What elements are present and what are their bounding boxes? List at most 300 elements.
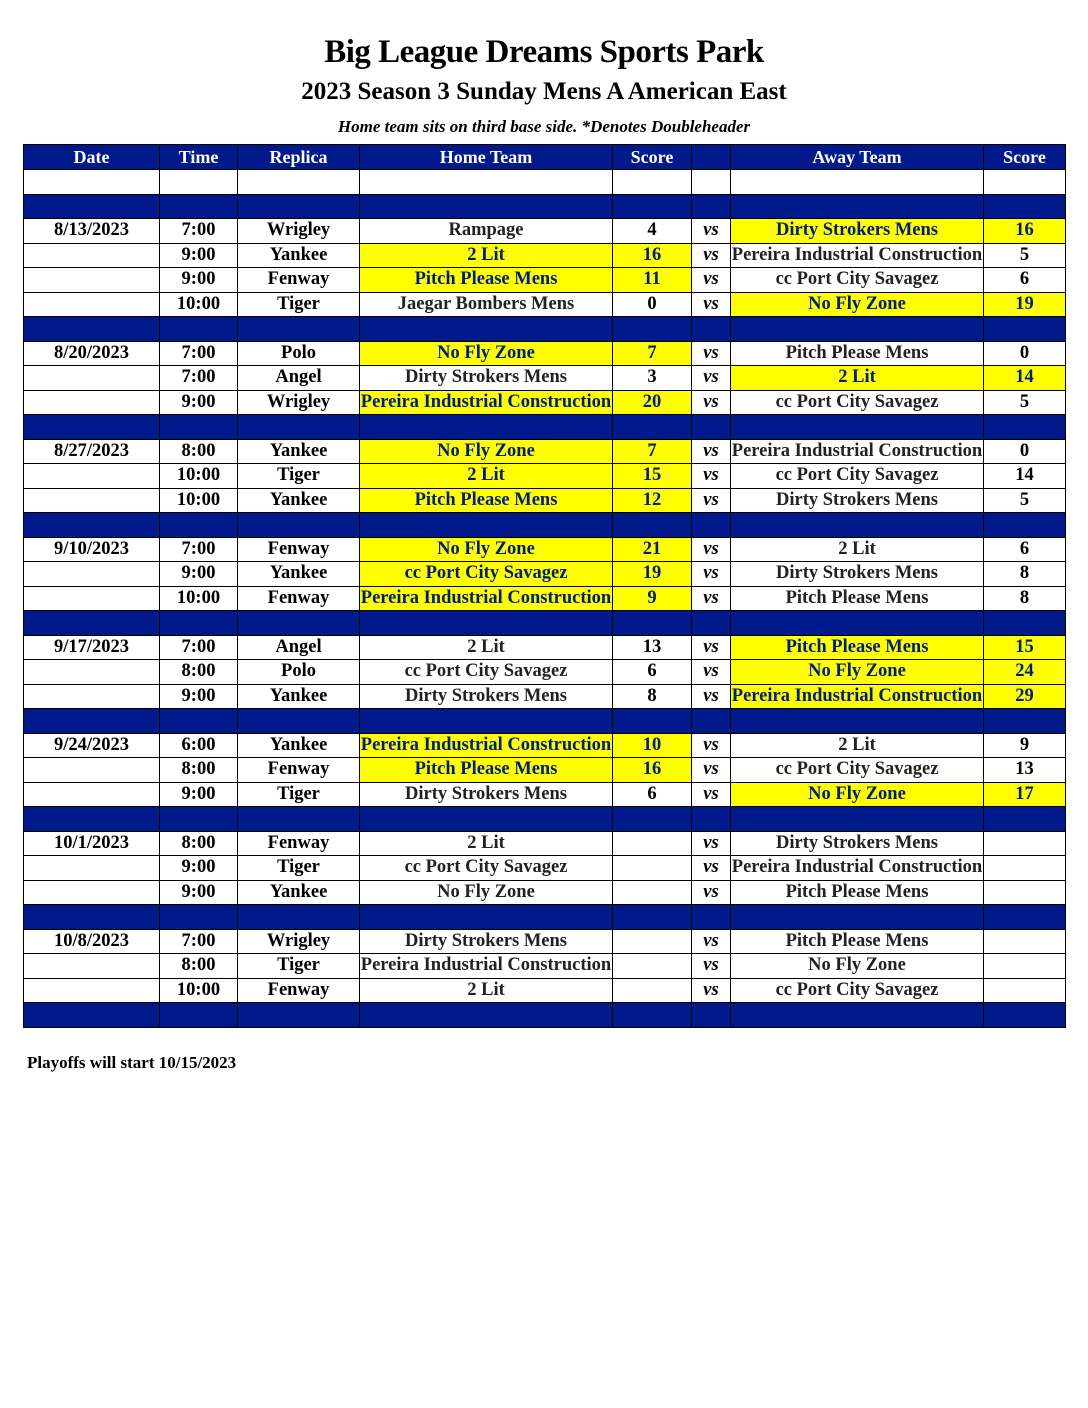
separator-row-cell — [360, 317, 613, 342]
away-team: Pitch Please Mens — [731, 880, 984, 905]
game-row — [24, 733, 1066, 758]
game-row — [24, 929, 1066, 954]
away-team: cc Port City Savagez — [731, 978, 984, 1003]
vs-label: vs — [692, 856, 731, 881]
game-date: 8/27/2023 — [24, 439, 160, 464]
separator-row-cell — [238, 709, 360, 734]
home-score: 7 — [613, 439, 692, 464]
game-time: 6:00 — [160, 733, 238, 758]
game-date — [24, 390, 160, 415]
game-field: Polo — [238, 660, 360, 685]
separator-row-cell — [360, 513, 613, 538]
separator-row-cell — [692, 611, 731, 636]
col-header-date: Date — [24, 145, 160, 170]
separator-row-cell — [731, 317, 984, 342]
separator-row-cell — [160, 709, 238, 734]
home-team: 2 Lit — [360, 831, 613, 856]
home-score: 6 — [613, 660, 692, 685]
col-header-vs — [692, 145, 731, 170]
col-header-replica: Replica — [238, 145, 360, 170]
away-team: 2 Lit — [731, 733, 984, 758]
away-team: Dirty Strokers Mens — [731, 488, 984, 513]
home-team: No Fly Zone — [360, 439, 613, 464]
away-score: 17 — [984, 782, 1066, 807]
game-date — [24, 978, 160, 1003]
header-row — [24, 145, 1066, 170]
game-date — [24, 954, 160, 979]
separator-row-cell — [731, 194, 984, 219]
away-team: No Fly Zone — [731, 954, 984, 979]
away-score: 0 — [984, 341, 1066, 366]
game-date: 9/17/2023 — [24, 635, 160, 660]
game-date — [24, 464, 160, 489]
separator-row-cell — [613, 1003, 692, 1028]
home-team: Pitch Please Mens — [360, 758, 613, 783]
game-row — [24, 366, 1066, 391]
game-row — [24, 660, 1066, 685]
home-score: 3 — [613, 366, 692, 391]
separator-row-cell — [613, 194, 692, 219]
separator-row-cell — [613, 709, 692, 734]
separator-row-cell — [613, 513, 692, 538]
separator-row-cell — [360, 709, 613, 734]
home-score: 11 — [613, 268, 692, 293]
home-team: Rampage — [360, 219, 613, 244]
game-row — [24, 684, 1066, 709]
separator-row-cell — [238, 513, 360, 538]
game-time: 8:00 — [160, 660, 238, 685]
vs-label: vs — [692, 562, 731, 587]
game-time: 7:00 — [160, 929, 238, 954]
game-time: 7:00 — [160, 537, 238, 562]
game-time: 8:00 — [160, 439, 238, 464]
game-date — [24, 660, 160, 685]
separator-row-cell — [613, 415, 692, 440]
game-field: Fenway — [238, 268, 360, 293]
home-score — [613, 880, 692, 905]
game-date — [24, 562, 160, 587]
col-header-home-team: Home Team — [360, 145, 613, 170]
separator-row — [24, 709, 1066, 734]
game-field: Tiger — [238, 954, 360, 979]
away-team: Pereira Industrial Construction — [731, 243, 984, 268]
playoffs-note: Playoffs will start 10/15/2023 — [27, 1053, 237, 1072]
game-time: 9:00 — [160, 390, 238, 415]
game-row — [24, 219, 1066, 244]
blank-row-cell — [238, 170, 360, 195]
separator-row-cell — [360, 611, 613, 636]
away-team: cc Port City Savagez — [731, 758, 984, 783]
home-team: Pitch Please Mens — [360, 488, 613, 513]
game-date — [24, 488, 160, 513]
vs-label: vs — [692, 341, 731, 366]
game-time: 7:00 — [160, 219, 238, 244]
game-row — [24, 831, 1066, 856]
game-row — [24, 488, 1066, 513]
separator-row-cell — [613, 611, 692, 636]
blank-row-cell — [160, 170, 238, 195]
game-row — [24, 292, 1066, 317]
game-date: 8/20/2023 — [24, 341, 160, 366]
home-score: 12 — [613, 488, 692, 513]
home-team: Pereira Industrial Construction — [360, 586, 613, 611]
home-score: 20 — [613, 390, 692, 415]
game-date — [24, 366, 160, 391]
home-team: cc Port City Savagez — [360, 660, 613, 685]
away-team: Dirty Strokers Mens — [731, 831, 984, 856]
blank-row-cell — [360, 170, 613, 195]
separator-row-cell — [731, 611, 984, 636]
game-field: Yankee — [238, 243, 360, 268]
separator-row-cell — [731, 415, 984, 440]
blank-row — [24, 170, 1066, 195]
away-team: Pereira Industrial Construction — [731, 856, 984, 881]
separator-row-cell — [613, 807, 692, 832]
game-row — [24, 562, 1066, 587]
game-date — [24, 856, 160, 881]
game-date — [24, 243, 160, 268]
separator-row-cell — [24, 905, 160, 930]
game-time: 10:00 — [160, 292, 238, 317]
separator-row-cell — [24, 415, 160, 440]
away-team: Pitch Please Mens — [731, 341, 984, 366]
game-field: Yankee — [238, 562, 360, 587]
separator-row-cell — [613, 317, 692, 342]
home-team: 2 Lit — [360, 243, 613, 268]
away-team: cc Port City Savagez — [731, 464, 984, 489]
away-score: 14 — [984, 366, 1066, 391]
vs-label: vs — [692, 954, 731, 979]
game-time: 9:00 — [160, 684, 238, 709]
game-time: 8:00 — [160, 758, 238, 783]
home-score: 16 — [613, 758, 692, 783]
vs-label: vs — [692, 537, 731, 562]
game-row — [24, 758, 1066, 783]
game-time: 8:00 — [160, 954, 238, 979]
vs-label: vs — [692, 268, 731, 293]
home-score — [613, 856, 692, 881]
home-team: No Fly Zone — [360, 537, 613, 562]
separator-row-cell — [984, 415, 1066, 440]
home-score: 0 — [613, 292, 692, 317]
away-team: Dirty Strokers Mens — [731, 562, 984, 587]
vs-label: vs — [692, 660, 731, 685]
away-score — [984, 929, 1066, 954]
away-score: 13 — [984, 758, 1066, 783]
separator-row-cell — [731, 513, 984, 538]
game-time: 8:00 — [160, 831, 238, 856]
separator-row-cell — [692, 905, 731, 930]
game-time: 9:00 — [160, 880, 238, 905]
vs-label: vs — [692, 929, 731, 954]
separator-row — [24, 807, 1066, 832]
home-team: No Fly Zone — [360, 341, 613, 366]
game-field: Fenway — [238, 586, 360, 611]
game-date: 9/10/2023 — [24, 537, 160, 562]
separator-row-cell — [984, 513, 1066, 538]
game-field: Wrigley — [238, 390, 360, 415]
vs-label: vs — [692, 978, 731, 1003]
game-field: Polo — [238, 341, 360, 366]
separator-row-cell — [984, 611, 1066, 636]
separator-row-cell — [238, 807, 360, 832]
game-time: 9:00 — [160, 268, 238, 293]
separator-row-cell — [238, 317, 360, 342]
home-team: Pitch Please Mens — [360, 268, 613, 293]
separator-row-cell — [360, 194, 613, 219]
home-score: 19 — [613, 562, 692, 587]
game-date — [24, 586, 160, 611]
game-row — [24, 635, 1066, 660]
vs-label: vs — [692, 219, 731, 244]
col-header-away-team: Away Team — [731, 145, 984, 170]
game-date — [24, 758, 160, 783]
game-row — [24, 954, 1066, 979]
away-team: cc Port City Savagez — [731, 390, 984, 415]
away-score: 9 — [984, 733, 1066, 758]
vs-label: vs — [692, 782, 731, 807]
home-score: 4 — [613, 219, 692, 244]
game-date — [24, 782, 160, 807]
away-team: 2 Lit — [731, 366, 984, 391]
vs-label: vs — [692, 366, 731, 391]
away-score: 8 — [984, 562, 1066, 587]
vs-label: vs — [692, 243, 731, 268]
game-field: Angel — [238, 635, 360, 660]
away-score: 0 — [984, 439, 1066, 464]
separator-row-cell — [160, 317, 238, 342]
separator-row-cell — [984, 317, 1066, 342]
separator-row — [24, 415, 1066, 440]
away-score: 6 — [984, 268, 1066, 293]
separator-row-cell — [984, 709, 1066, 734]
game-field: Fenway — [238, 978, 360, 1003]
game-date: 10/1/2023 — [24, 831, 160, 856]
blank-row-cell — [613, 170, 692, 195]
separator-row-cell — [160, 194, 238, 219]
game-date: 10/8/2023 — [24, 929, 160, 954]
away-score: 29 — [984, 684, 1066, 709]
game-row — [24, 782, 1066, 807]
separator-row-cell — [160, 1003, 238, 1028]
away-score — [984, 856, 1066, 881]
away-score — [984, 978, 1066, 1003]
game-field: Yankee — [238, 733, 360, 758]
vs-label: vs — [692, 880, 731, 905]
vs-label: vs — [692, 390, 731, 415]
schedule-body — [24, 170, 1066, 1028]
home-score: 9 — [613, 586, 692, 611]
home-team: Dirty Strokers Mens — [360, 782, 613, 807]
separator-row-cell — [692, 1003, 731, 1028]
away-score: 5 — [984, 243, 1066, 268]
separator-row-cell — [24, 194, 160, 219]
game-time: 10:00 — [160, 488, 238, 513]
separator-row-cell — [731, 905, 984, 930]
game-time: 7:00 — [160, 366, 238, 391]
separator-row-cell — [692, 194, 731, 219]
game-field: Yankee — [238, 488, 360, 513]
game-field: Angel — [238, 366, 360, 391]
home-team: 2 Lit — [360, 464, 613, 489]
away-score: 6 — [984, 537, 1066, 562]
away-score — [984, 954, 1066, 979]
vs-label: vs — [692, 488, 731, 513]
game-time: 10:00 — [160, 464, 238, 489]
game-row — [24, 464, 1066, 489]
game-field: Fenway — [238, 537, 360, 562]
schedule-table — [23, 144, 1066, 1028]
separator-row-cell — [360, 905, 613, 930]
away-score: 16 — [984, 219, 1066, 244]
blank-row-cell — [984, 170, 1066, 195]
page-title: Big League Dreams Sports Park — [324, 34, 764, 70]
game-row — [24, 390, 1066, 415]
game-row — [24, 243, 1066, 268]
away-score: 19 — [984, 292, 1066, 317]
vs-label: vs — [692, 758, 731, 783]
vs-label: vs — [692, 464, 731, 489]
separator-row-cell — [692, 415, 731, 440]
game-field: Fenway — [238, 758, 360, 783]
game-time: 9:00 — [160, 243, 238, 268]
away-team: Dirty Strokers Mens — [731, 219, 984, 244]
separator-row-cell — [731, 807, 984, 832]
away-team: Pereira Industrial Construction — [731, 439, 984, 464]
game-row — [24, 856, 1066, 881]
away-team: Pitch Please Mens — [731, 635, 984, 660]
home-team: Pereira Industrial Construction — [360, 733, 613, 758]
away-score — [984, 880, 1066, 905]
separator-row-cell — [160, 415, 238, 440]
game-date — [24, 880, 160, 905]
separator-row-cell — [160, 905, 238, 930]
home-team: cc Port City Savagez — [360, 856, 613, 881]
game-time: 9:00 — [160, 856, 238, 881]
separator-row-cell — [731, 1003, 984, 1028]
separator-row-cell — [613, 905, 692, 930]
separator-row-cell — [984, 194, 1066, 219]
away-team: Pitch Please Mens — [731, 586, 984, 611]
vs-label: vs — [692, 439, 731, 464]
game-time: 7:00 — [160, 341, 238, 366]
game-field: Tiger — [238, 856, 360, 881]
home-team: Pereira Industrial Construction — [360, 390, 613, 415]
away-team: No Fly Zone — [731, 782, 984, 807]
vs-label: vs — [692, 635, 731, 660]
home-score: 6 — [613, 782, 692, 807]
home-score — [613, 831, 692, 856]
game-field: Yankee — [238, 684, 360, 709]
away-team: No Fly Zone — [731, 660, 984, 685]
game-row — [24, 341, 1066, 366]
away-score: 14 — [984, 464, 1066, 489]
col-header-away-score: Score — [984, 145, 1066, 170]
vs-label: vs — [692, 684, 731, 709]
separator-row-cell — [692, 317, 731, 342]
separator-row-cell — [238, 194, 360, 219]
separator-row-cell — [238, 415, 360, 440]
game-time: 9:00 — [160, 782, 238, 807]
home-score — [613, 954, 692, 979]
separator-row — [24, 317, 1066, 342]
home-score: 15 — [613, 464, 692, 489]
separator-row-cell — [692, 513, 731, 538]
separator-row — [24, 1003, 1066, 1028]
game-date — [24, 684, 160, 709]
separator-row-cell — [238, 611, 360, 636]
game-row — [24, 880, 1066, 905]
game-date: 8/13/2023 — [24, 219, 160, 244]
game-field: Wrigley — [238, 929, 360, 954]
home-team: 2 Lit — [360, 635, 613, 660]
game-field: Fenway — [238, 831, 360, 856]
away-team: Pitch Please Mens — [731, 929, 984, 954]
vs-label: vs — [692, 292, 731, 317]
blank-row-cell — [731, 170, 984, 195]
game-row — [24, 586, 1066, 611]
game-field: Yankee — [238, 880, 360, 905]
away-score: 15 — [984, 635, 1066, 660]
game-row — [24, 268, 1066, 293]
separator-row — [24, 194, 1066, 219]
home-team: Jaegar Bombers Mens — [360, 292, 613, 317]
separator-row-cell — [360, 415, 613, 440]
home-team: Dirty Strokers Mens — [360, 366, 613, 391]
vs-label: vs — [692, 586, 731, 611]
home-score — [613, 978, 692, 1003]
game-field: Tiger — [238, 292, 360, 317]
away-score: 5 — [984, 390, 1066, 415]
game-time: 9:00 — [160, 562, 238, 587]
home-team: cc Port City Savagez — [360, 562, 613, 587]
separator-row-cell — [360, 1003, 613, 1028]
game-field: Tiger — [238, 464, 360, 489]
separator-row-cell — [984, 905, 1066, 930]
game-field: Tiger — [238, 782, 360, 807]
away-team: No Fly Zone — [731, 292, 984, 317]
home-team: No Fly Zone — [360, 880, 613, 905]
away-score — [984, 831, 1066, 856]
home-team: Dirty Strokers Mens — [360, 929, 613, 954]
vs-label: vs — [692, 831, 731, 856]
game-date: 9/24/2023 — [24, 733, 160, 758]
away-team: cc Port City Savagez — [731, 268, 984, 293]
separator-row — [24, 905, 1066, 930]
home-score — [613, 929, 692, 954]
separator-row — [24, 513, 1066, 538]
home-team: 2 Lit — [360, 978, 613, 1003]
col-header-time: Time — [160, 145, 238, 170]
separator-row-cell — [160, 807, 238, 832]
separator-row — [24, 611, 1066, 636]
game-time: 10:00 — [160, 586, 238, 611]
page-subtitle: 2023 Season 3 Sunday Mens A American East — [301, 78, 787, 105]
separator-row-cell — [238, 1003, 360, 1028]
vs-label: vs — [692, 733, 731, 758]
game-field: Wrigley — [238, 219, 360, 244]
separator-row-cell — [160, 611, 238, 636]
blank-row-cell — [692, 170, 731, 195]
separator-row-cell — [24, 317, 160, 342]
separator-row-cell — [24, 807, 160, 832]
separator-row-cell — [24, 611, 160, 636]
away-team: Pereira Industrial Construction — [731, 684, 984, 709]
separator-row-cell — [692, 709, 731, 734]
home-team: Pereira Industrial Construction — [360, 954, 613, 979]
away-team: 2 Lit — [731, 537, 984, 562]
separator-row-cell — [160, 513, 238, 538]
